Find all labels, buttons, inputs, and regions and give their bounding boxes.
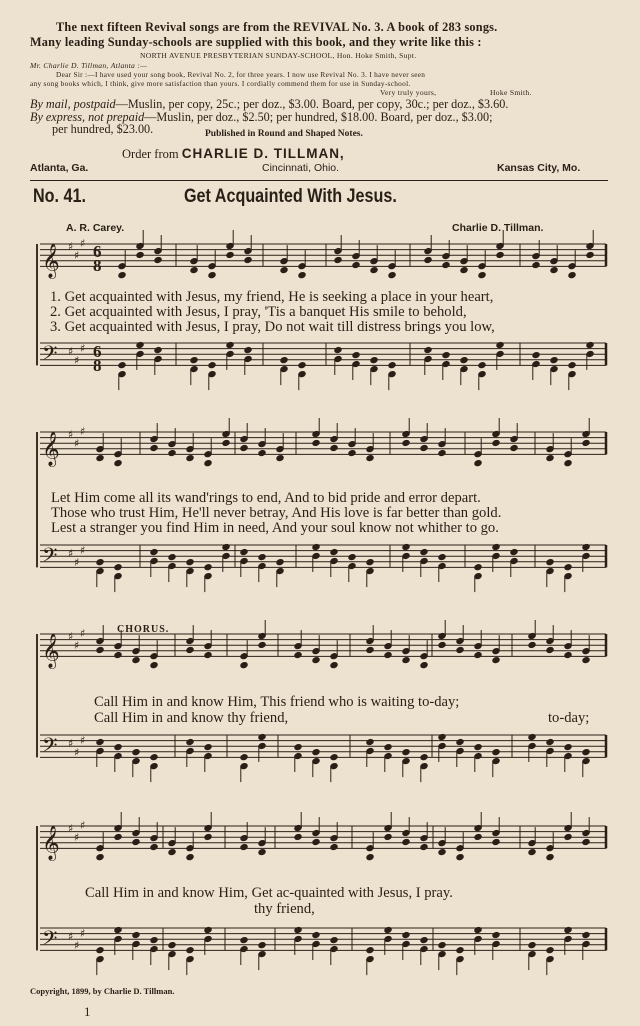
note-head xyxy=(474,833,482,840)
page-number: 1 xyxy=(84,1004,91,1019)
note-head xyxy=(438,450,446,457)
note-head xyxy=(154,347,162,354)
sharp-icon: ♯ xyxy=(80,819,86,832)
note-head xyxy=(442,262,450,269)
verse-2-line-1: 2. Get acquainted with Jesus, I pray, 'Tis a banquet His smile to behold, xyxy=(50,304,467,320)
note-head xyxy=(226,251,234,258)
note-head xyxy=(478,362,486,369)
order-from-label: Order from xyxy=(122,147,179,161)
sharp-icon: ♯ xyxy=(74,437,80,450)
time-bottom: 8 xyxy=(93,256,102,275)
note-head xyxy=(312,439,320,446)
note-head xyxy=(492,657,500,664)
intro-line-2: Many leading Sunday-schools are supplied with this book, and they write like this : xyxy=(30,35,482,49)
note-head xyxy=(186,559,194,566)
note-head xyxy=(204,460,212,467)
note-head xyxy=(568,362,576,369)
sharp-icon: ♯ xyxy=(80,237,86,250)
express-text: —Muslin, per doz., $2.50; per hundred, $18.00. Board, per doz., $3.00; xyxy=(144,110,493,124)
note-head xyxy=(546,739,554,746)
note-head xyxy=(298,362,306,369)
note-head xyxy=(280,357,288,364)
note-head xyxy=(330,844,338,851)
note-head xyxy=(460,267,468,274)
sharp-icon: ♯ xyxy=(68,240,74,253)
note-head xyxy=(276,559,284,566)
note-head xyxy=(384,833,392,840)
note-head xyxy=(330,549,338,556)
note-head xyxy=(96,559,104,566)
note-head xyxy=(132,932,140,939)
chorus-line-1b: Call Him in and know thy friend, xyxy=(94,710,289,726)
addressee-line: Mr. Charlie D. Tillman, Atlanta :— xyxy=(30,61,148,70)
note-head xyxy=(150,754,158,761)
note-head xyxy=(402,749,410,756)
note-head xyxy=(280,267,288,274)
note-head xyxy=(546,455,554,462)
published-note: Published in Round and Shaped Notes. xyxy=(205,129,363,139)
chorus-line-1a: Call Him in and know Him, This friend who is waiting to-day; xyxy=(94,694,460,710)
note-head xyxy=(114,833,122,840)
note-head xyxy=(294,833,302,840)
time-top-bass: 6 xyxy=(93,342,102,361)
note-head xyxy=(330,937,338,944)
note-head xyxy=(240,754,248,761)
note-head xyxy=(402,932,410,939)
sharp-icon: ♯ xyxy=(68,822,74,835)
note-head xyxy=(132,838,140,845)
note-head xyxy=(352,262,360,269)
note-head xyxy=(96,455,104,462)
verse-2-line-2: Those who trust Him, He'll never betray, And His love is far better than gold. xyxy=(51,505,502,521)
note-head xyxy=(204,564,212,571)
note-head xyxy=(456,739,464,746)
note-head xyxy=(402,657,410,664)
city-kansas: Kansas City, Mo. xyxy=(497,162,581,174)
note-head xyxy=(190,357,198,364)
note-head xyxy=(496,251,504,258)
bass-clef-icon: 𝄢 xyxy=(42,543,58,572)
time-top: 6 xyxy=(93,242,102,261)
note-head xyxy=(370,267,378,274)
note-head xyxy=(298,272,306,279)
note-head xyxy=(586,251,594,258)
note-head xyxy=(370,357,378,364)
note-head xyxy=(114,744,122,751)
note-head xyxy=(532,262,540,269)
note-head xyxy=(168,849,176,856)
express-label: By express, not prepaid xyxy=(30,110,145,124)
note-head xyxy=(258,554,266,561)
note-head xyxy=(334,347,342,354)
note-head xyxy=(168,942,176,949)
note-head xyxy=(474,564,482,571)
sharp-icon: ♯ xyxy=(80,734,86,747)
note-head xyxy=(114,460,122,467)
sharp-icon: ♯ xyxy=(68,630,74,643)
note-head xyxy=(150,549,158,556)
sharp-icon: ♯ xyxy=(68,547,74,560)
note-head xyxy=(312,932,320,939)
mail-text: —Muslin, per copy, 25c.; per doz., $3.00. Board, per copy, 30c.; per doz., $3.60. xyxy=(115,97,509,111)
note-head xyxy=(132,749,140,756)
note-head xyxy=(366,646,374,653)
note-head xyxy=(366,854,374,861)
note-head xyxy=(240,662,248,669)
note-head xyxy=(388,362,396,369)
note-head xyxy=(492,439,500,446)
sharp-icon: ♯ xyxy=(74,939,80,952)
note-head xyxy=(528,942,536,949)
note-head xyxy=(352,352,360,359)
sharp-icon: ♯ xyxy=(68,345,74,358)
city-cincinnati: Cincinnati, Ohio. xyxy=(262,162,340,174)
note-head xyxy=(366,739,374,746)
note-head xyxy=(240,844,248,851)
closing: Very truly yours, xyxy=(380,88,437,97)
note-head xyxy=(582,838,590,845)
note-head xyxy=(208,362,216,369)
note-head xyxy=(424,347,432,354)
treble-clef-icon: 𝄞 xyxy=(42,243,60,279)
treble-clef-icon: 𝄞 xyxy=(42,431,60,467)
note-head xyxy=(550,357,558,364)
note-head xyxy=(330,662,338,669)
note-head xyxy=(240,549,248,556)
note-head xyxy=(132,657,140,664)
note-head xyxy=(258,641,266,648)
note-head xyxy=(438,554,446,561)
note-head xyxy=(186,455,194,462)
note-head xyxy=(366,559,374,566)
note-head xyxy=(528,641,536,648)
sharp-icon: ♯ xyxy=(74,746,80,759)
note-head xyxy=(204,833,212,840)
note-head xyxy=(474,744,482,751)
letter-line-2: any song books which, I think, give more satisfaction than yours. I cordially commend them for use in Sunday-school. xyxy=(30,79,411,88)
note-head xyxy=(438,849,446,856)
note-head xyxy=(312,749,320,756)
note-head xyxy=(420,937,428,944)
note-head xyxy=(568,272,576,279)
chorus-line-2a: Call Him in and know Him, Get ac-quainted with Jesus, I pray. xyxy=(85,885,453,901)
note-head xyxy=(244,256,252,263)
note-head xyxy=(330,444,338,451)
note-head xyxy=(478,272,486,279)
note-head xyxy=(244,347,252,354)
sharp-icon: ♯ xyxy=(80,544,86,557)
note-head xyxy=(150,937,158,944)
note-head xyxy=(564,744,572,751)
note-head xyxy=(114,652,122,659)
composer-credit: Charlie D. Tillman. xyxy=(452,222,544,234)
note-head xyxy=(388,272,396,279)
sharp-icon: ♯ xyxy=(74,249,80,262)
note-head xyxy=(96,854,104,861)
note-head xyxy=(532,352,540,359)
note-head xyxy=(492,749,500,756)
note-head xyxy=(348,450,356,457)
song-number: No. 41. xyxy=(33,186,86,207)
note-head xyxy=(222,439,230,446)
sharp-icon: ♯ xyxy=(68,930,74,943)
note-head xyxy=(564,652,572,659)
note-head xyxy=(492,932,500,939)
note-head xyxy=(258,942,266,949)
bass-clef-icon: 𝄢 xyxy=(42,341,58,370)
note-head xyxy=(118,362,126,369)
note-head xyxy=(366,455,374,462)
note-head xyxy=(420,549,428,556)
note-head xyxy=(208,272,216,279)
signature: Hoke Smith. xyxy=(490,88,532,97)
note-head xyxy=(456,854,464,861)
chorus-label: CHORUS. xyxy=(117,624,170,635)
publisher-name: CHARLIE D. TILLMAN, xyxy=(181,146,345,161)
note-head xyxy=(402,439,410,446)
sharp-icon: ♯ xyxy=(80,425,86,438)
note-head xyxy=(384,744,392,751)
city-atlanta: Atlanta, Ga. xyxy=(30,162,89,174)
note-head xyxy=(118,272,126,279)
time-signature-bass xyxy=(93,342,102,375)
treble-clef-icon: 𝄞 xyxy=(42,633,60,669)
note-head xyxy=(510,549,518,556)
note-head xyxy=(420,444,428,451)
note-head xyxy=(114,564,122,571)
sharp-icon: ♯ xyxy=(74,831,80,844)
note-head xyxy=(312,657,320,664)
note-head xyxy=(186,646,194,653)
note-head xyxy=(258,849,266,856)
note-head xyxy=(240,444,248,451)
note-head xyxy=(438,942,446,949)
note-head xyxy=(474,652,482,659)
note-head xyxy=(294,652,302,659)
note-head xyxy=(96,739,104,746)
note-head xyxy=(96,646,104,653)
note-head xyxy=(312,838,320,845)
mail-label: By mail, postpaid xyxy=(30,97,116,111)
note-head xyxy=(546,854,554,861)
note-head xyxy=(366,947,374,954)
note-head xyxy=(204,744,212,751)
note-head xyxy=(150,662,158,669)
note-head xyxy=(420,844,428,851)
note-head xyxy=(456,947,464,954)
note-head xyxy=(420,754,428,761)
note-head xyxy=(550,267,558,274)
note-head xyxy=(150,444,158,451)
verse-1-line-1: 1. Get acquainted with Jesus, my friend, He is seeking a place in your heart, xyxy=(50,289,494,305)
note-head xyxy=(96,947,104,954)
note-head xyxy=(168,554,176,561)
note-head xyxy=(240,937,248,944)
note-head xyxy=(186,739,194,746)
chorus-line-1b-end: to-day; xyxy=(548,710,590,726)
sharp-icon: ♯ xyxy=(80,342,86,355)
note-head xyxy=(186,854,194,861)
letter-line-1: Dear Sir :—I have used your song book, Revival No. 2, for three years. I now use Revival No. 3. I have never seen xyxy=(56,70,426,79)
note-head xyxy=(420,662,428,669)
sharp-icon: ♯ xyxy=(74,639,80,652)
time-bottom-bass: 8 xyxy=(93,356,102,375)
note-head xyxy=(334,256,342,263)
note-head xyxy=(258,450,266,457)
note-head xyxy=(348,554,356,561)
verse-3-line-2: Lest a stranger you find Him in need, And your soul know not whither to go. xyxy=(51,520,499,536)
lyricist-credit: A. R. Carey. xyxy=(66,222,125,234)
verse-3-line-1: 3. Get acquainted with Jesus, I pray, Do not wait till distress brings you low, xyxy=(50,319,495,335)
sharp-icon: ♯ xyxy=(80,927,86,940)
sharp-icon: ♯ xyxy=(74,556,80,569)
note-head xyxy=(438,641,446,648)
verse-1-line-2: Let Him come all its wand'rings to end, And to bid pride and error depart. xyxy=(51,490,481,506)
note-head xyxy=(204,652,212,659)
bass-clef-icon: 𝄢 xyxy=(42,733,58,762)
school-line: NORTH AVENUE PRESBYTERIAN SUNDAY-SCHOOL, Hon. Hoke Smith, Supt. xyxy=(140,51,417,60)
note-head xyxy=(492,838,500,845)
chorus-line-2b: thy friend, xyxy=(254,901,315,917)
note-head xyxy=(330,754,338,761)
song-title: Get Acquainted With Jesus. xyxy=(184,186,397,207)
note-head xyxy=(424,256,432,263)
note-head xyxy=(564,833,572,840)
note-head xyxy=(582,749,590,756)
note-head xyxy=(456,646,464,653)
treble-clef-icon: 𝄞 xyxy=(42,825,60,861)
note-head xyxy=(546,646,554,653)
note-head xyxy=(276,455,284,462)
note-head xyxy=(528,849,536,856)
time-signature xyxy=(93,242,102,275)
note-head xyxy=(582,657,590,664)
note-head xyxy=(442,352,450,359)
note-head xyxy=(190,267,198,274)
copyright: Copyright, 1899, by Charlie D. Tillman. xyxy=(30,986,175,996)
express-price-line-2: per hundred, $23.00. xyxy=(52,122,154,136)
intro-line-1: The next fifteen Revival songs are from the REVIVAL No. 3. A book of 283 songs. xyxy=(56,20,498,34)
note-head xyxy=(168,450,176,457)
note-head xyxy=(384,652,392,659)
note-head xyxy=(154,256,162,263)
bass-clef-icon: 𝄢 xyxy=(42,926,58,955)
note-head xyxy=(546,947,554,954)
note-head xyxy=(564,460,572,467)
sharp-icon: ♯ xyxy=(68,428,74,441)
sharp-icon: ♯ xyxy=(68,737,74,750)
note-head xyxy=(582,932,590,939)
note-head xyxy=(564,564,572,571)
note-head xyxy=(510,444,518,451)
sharp-icon: ♯ xyxy=(74,354,80,367)
note-head xyxy=(582,439,590,446)
note-head xyxy=(136,251,144,258)
note-head xyxy=(402,838,410,845)
note-head xyxy=(460,357,468,364)
note-head xyxy=(474,460,482,467)
note-head xyxy=(294,744,302,751)
note-head xyxy=(150,844,158,851)
sharp-icon: ♯ xyxy=(80,627,86,640)
note-head xyxy=(186,947,194,954)
note-head xyxy=(546,559,554,566)
